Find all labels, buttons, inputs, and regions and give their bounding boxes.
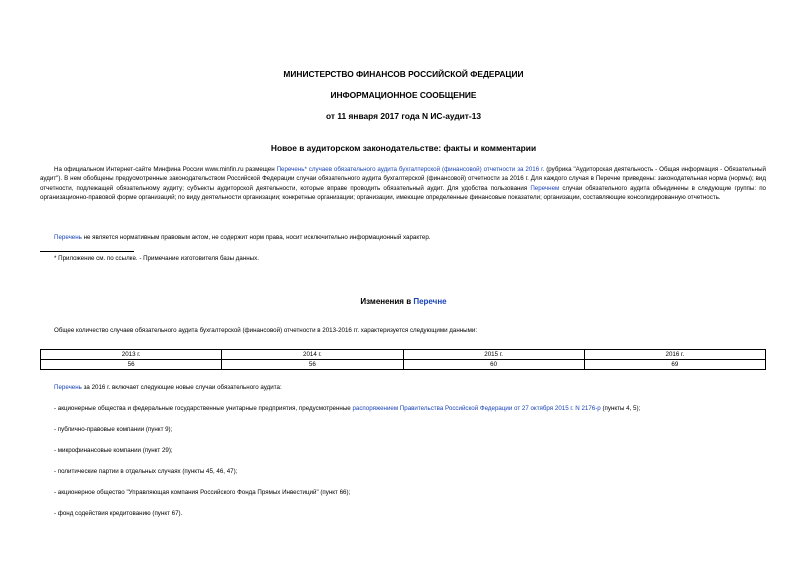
note-perechen-link[interactable]: Перечень — [54, 234, 82, 241]
list-item: - публично-правовые компании (пункт 9); — [54, 426, 173, 433]
subtitle-heading: Новое в аудиторском законодательстве: факты и комментарии — [270, 143, 537, 153]
government-order-link[interactable]: распоряжением Правительства Российской Федерации от 27 октября 2015 г. N 2176-р — [352, 405, 601, 412]
note-text: не является нормативным правовым актом, не содержит норм права, носит исключительно информационный характер. — [81, 234, 431, 241]
counts-intro-text: Общее количество случаев обязательного аудита бухгалтерской (финансовой) отчетности в 2013-2016 гг. характеризуется следующими данными: — [54, 327, 478, 334]
date-number-heading: от 11 января 2017 года N ИС-аудит-13 — [325, 111, 482, 121]
list-item-text: - акционерные общества и федеральные государственные унитарные предприятия, предусмотренные — [54, 405, 353, 412]
perechen-link[interactable]: Перечень* случаев обязательного аудита бухгалтерской (финансовой) отчетности за 2016 г. — [276, 166, 545, 173]
doc-type-heading: ИНФОРМАЦИОННОЕ СООБЩЕНИЕ — [330, 90, 477, 100]
new-cases-perechen-link[interactable]: Перечень — [54, 384, 82, 391]
table-row — [41, 360, 766, 370]
ministry-heading: МИНИСТЕРСТВО ФИНАНСОВ РОССИЙСКОЙ ФЕДЕРАЦИИ — [283, 69, 524, 79]
list-item-text: (пункты 4, 5); — [600, 405, 641, 412]
table-cell: 60 — [403, 360, 584, 370]
section-title — [0, 297, 807, 306]
new-cases-intro — [54, 384, 282, 391]
section-perechne-link[interactable]: Перечне — [413, 297, 447, 306]
intro-text-3: случаи обязательного аудита объединены в следующие группы: по организационно-правовой форме организаций; по виду деятельности организации; конкретные организации; организации, имеющие определенные финансовые показатели; организации, составляющие консолидированную отчетность. — [40, 184, 766, 202]
table-header-cell: 2014 г. — [222, 350, 403, 360]
perechnem-link[interactable]: Перечнем — [530, 184, 560, 192]
intro-paragraph — [40, 165, 766, 203]
intro-text-1: На официальном Интернет-сайте Минфина России www.minfin.ru размещен — [54, 166, 277, 173]
table-cell: 69 — [584, 360, 765, 370]
list-item: - политические партии в отдельных случаях (пункты 45, 46, 47); — [54, 468, 238, 475]
section-title-prefix: Изменения в — [360, 297, 414, 306]
intro-text-2: (рубрика "Аудиторская деятельность - Общая информация - Обязательный аудит"). В нем обобщены предусмотренные законодательством Российской Федерации случаи обязательного аудита бухгалтерской (финансовой) отчетности за 2016 г. Для каждого случая в Перечне приведены: законодательная норма (нормы); вид отчетности, подлежащей обязательному аудиту; субъекты аудиторской деятельности, которые вправе проводить обязательный аудит. Для удобства пользования — [40, 166, 766, 192]
counts-table — [40, 349, 766, 370]
table-cell: 56 — [222, 360, 403, 370]
new-cases-intro-text: за 2016 г. включает следующие новые случаи обязательного аудита: — [81, 384, 282, 391]
list-item: - акционерное общество "Управляющая компания Российского Фонда Прямых Инвестиций" (пункт 66); — [54, 489, 351, 496]
list-item: - фонд содействия кредитованию (пункт 67). — [54, 510, 183, 517]
table-header-row — [41, 350, 766, 360]
table-cell: 56 — [41, 360, 222, 370]
table-header-cell: 2013 г. — [41, 350, 222, 360]
table-header-cell: 2015 г. — [403, 350, 584, 360]
list-item — [54, 405, 640, 412]
table-header-cell: 2016 г. — [584, 350, 765, 360]
footnote-separator — [40, 251, 134, 252]
footnote-text: * Приложение см. по ссылке. - Примечание изготовителя базы данных. — [54, 255, 259, 262]
list-item: - микрофинансовые компании (пункт 29); — [54, 447, 173, 454]
note-paragraph — [54, 234, 431, 241]
